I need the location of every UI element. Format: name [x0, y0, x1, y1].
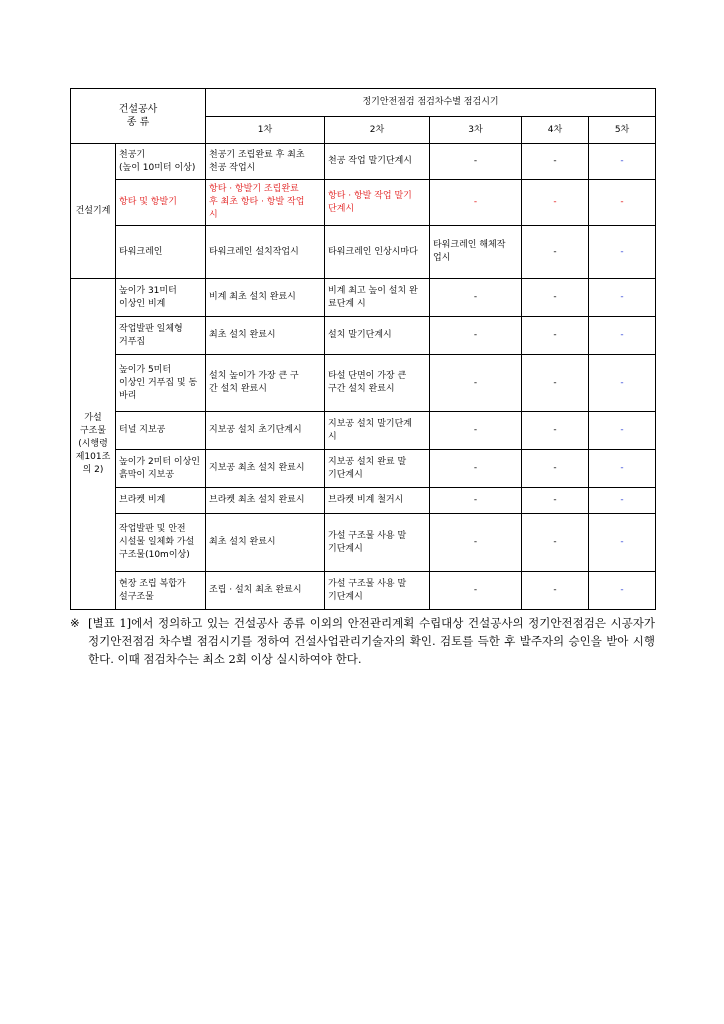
document-sheet	[70, 88, 655, 668]
round-4-cell: -	[522, 317, 589, 355]
construction-type-cell: 브라켓 비계	[116, 488, 206, 514]
header-round-5: 5차	[589, 117, 656, 144]
round-5-cell: -	[589, 572, 656, 610]
round-2-cell: 설치 말기단계시	[325, 317, 430, 355]
round-1-cell: 브라켓 최초 설치 완료시	[206, 488, 325, 514]
round-4-cell: -	[522, 412, 589, 450]
construction-type-cell: 높이가 31미터 이상인 비계	[116, 279, 206, 317]
round-2-cell: 지보공 설치 말기단계 시	[325, 412, 430, 450]
round-5-cell: -	[589, 514, 656, 572]
round-3-cell: -	[430, 450, 522, 488]
round-5-cell: -	[589, 317, 656, 355]
round-5-cell: -	[589, 226, 656, 279]
round-4-cell: -	[522, 180, 589, 226]
table-header-row-1	[71, 89, 656, 117]
round-5-cell: -	[589, 279, 656, 317]
round-3-cell: -	[430, 412, 522, 450]
footnote-text: [별표 1]에서 정의하고 있는 건설공사 종류 이외의 안전관리계획 수립대상 건설공사의 정기안전점검은 시공자가 정기안전점검 차수별 점검시기를 정하여 건설사업관리기술자의 확인. 검토를 득한 후 발주자의 승인을 받아 시행한다. 이때 점검차수는 최소 2회 이상 실시하여야 한다.	[88, 616, 655, 666]
round-5-cell: -	[589, 412, 656, 450]
table-row	[71, 279, 656, 317]
round-3-cell: -	[430, 317, 522, 355]
round-4-cell: -	[522, 514, 589, 572]
round-5-cell: -	[589, 180, 656, 226]
round-1-cell: 최초 설치 완료시	[206, 317, 325, 355]
round-5-cell: -	[589, 450, 656, 488]
round-5-cell: -	[589, 355, 656, 412]
inspection-schedule-table	[70, 88, 656, 610]
category-temporary-structures: 가설 구조물 (시행령 제101조 의 2)	[71, 279, 116, 610]
table-row	[71, 144, 656, 180]
construction-type-cell: 타워크레인	[116, 226, 206, 279]
construction-type-cell: 높이가 2미터 이상인 흙막이 지보공	[116, 450, 206, 488]
round-1-cell: 지보공 설치 초기단계시	[206, 412, 325, 450]
header-round-3: 3차	[430, 117, 522, 144]
round-2-cell: 가설 구조물 사용 말 기단계시	[325, 514, 430, 572]
round-3-cell: -	[430, 180, 522, 226]
construction-type-cell: 작업발판 및 안전 시설물 일체화 가설 구조물(10m이상)	[116, 514, 206, 572]
round-5-cell: -	[589, 144, 656, 180]
round-2-cell: 타설 단면이 가장 큰 구간 설치 완료시	[325, 355, 430, 412]
round-4-cell: -	[522, 488, 589, 514]
round-1-cell: 항타 · 항발기 조립완료 후 최초 항타 · 항발 작업 시	[206, 180, 325, 226]
construction-type-cell: 높이가 5미터 이상인 거푸집 및 동 바리	[116, 355, 206, 412]
header-round-2: 2차	[325, 117, 430, 144]
round-1-cell: 천공기 조립완료 후 최초 천공 작업시	[206, 144, 325, 180]
round-1-cell: 조립 · 설치 최초 완료시	[206, 572, 325, 610]
construction-type-cell: 터널 지보공	[116, 412, 206, 450]
round-1-cell: 비계 최초 설치 완료시	[206, 279, 325, 317]
round-2-cell: 비계 최고 높이 설치 완 료단계 시	[325, 279, 430, 317]
footnote	[70, 614, 655, 668]
round-2-cell: 지보공 설치 완료 말 기단계시	[325, 450, 430, 488]
round-1-cell: 최초 설치 완료시	[206, 514, 325, 572]
table-row	[71, 450, 656, 488]
round-5-cell: -	[589, 488, 656, 514]
header-type-line1: 건설공사	[118, 104, 158, 115]
table-row	[71, 317, 656, 355]
round-4-cell: -	[522, 226, 589, 279]
header-round-1: 1차	[206, 117, 325, 144]
table-row	[71, 488, 656, 514]
table-row	[71, 572, 656, 610]
header-type-line2: 종 류	[126, 117, 150, 128]
round-2-cell: 항타 · 항발 작업 말기 단계시	[325, 180, 430, 226]
header-construction-type	[71, 89, 206, 144]
round-3-cell: -	[430, 144, 522, 180]
table-body	[71, 89, 656, 610]
round-2-cell: 타워크레인 인상시마다	[325, 226, 430, 279]
table-row	[71, 355, 656, 412]
round-4-cell: -	[522, 572, 589, 610]
construction-type-cell: 천공기 (높이 10미터 이상)	[116, 144, 206, 180]
table-row	[71, 514, 656, 572]
round-4-cell: -	[522, 450, 589, 488]
round-2-cell: 천공 작업 말기단계시	[325, 144, 430, 180]
round-3-cell: -	[430, 572, 522, 610]
construction-type-cell: 항타 및 항발기	[116, 180, 206, 226]
round-3-cell: -	[430, 355, 522, 412]
round-1-cell: 설치 높이가 가장 큰 구 간 설치 완료시	[206, 355, 325, 412]
round-4-cell: -	[522, 279, 589, 317]
round-3-cell: -	[430, 488, 522, 514]
round-4-cell: -	[522, 144, 589, 180]
round-2-cell: 브라켓 비계 철거시	[325, 488, 430, 514]
table-row	[71, 226, 656, 279]
construction-type-cell: 작업발판 일체형 거푸집	[116, 317, 206, 355]
round-1-cell: 타워크레인 설치작업시	[206, 226, 325, 279]
category-construction-machines: 건설기계	[71, 144, 116, 279]
round-3-cell: -	[430, 279, 522, 317]
header-round-4: 4차	[522, 117, 589, 144]
table-row	[71, 180, 656, 226]
construction-type-cell: 현장 조립 복합가 설구조물	[116, 572, 206, 610]
round-3-cell: -	[430, 514, 522, 572]
round-1-cell: 지보공 최초 설치 완료시	[206, 450, 325, 488]
round-2-cell: 가설 구조물 사용 말 기단계시	[325, 572, 430, 610]
footnote-mark: ※	[70, 616, 80, 630]
round-4-cell: -	[522, 355, 589, 412]
round-3-cell: 타워크레인 해체작 업시	[430, 226, 522, 279]
header-schedule-title: 정기안전점검 점검차수별 점검시기	[206, 89, 656, 117]
table-row	[71, 412, 656, 450]
